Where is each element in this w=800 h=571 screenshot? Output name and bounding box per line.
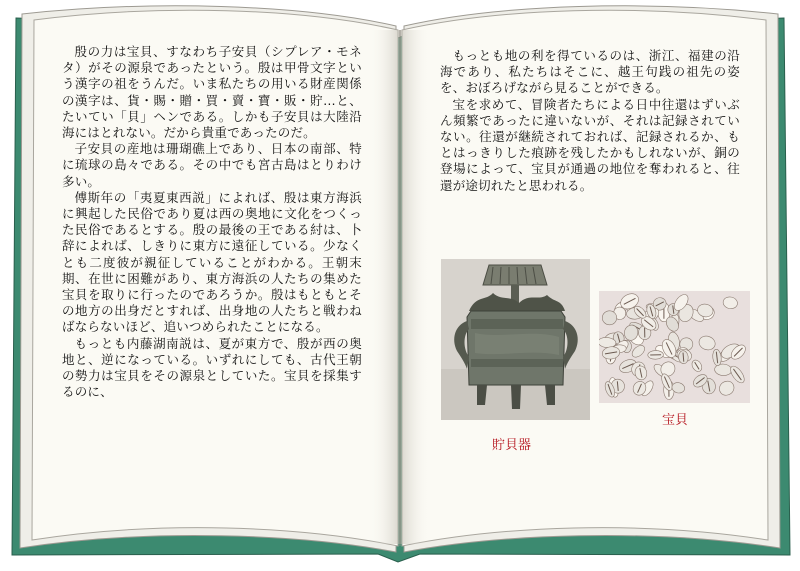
cowrie-shells-photo <box>599 291 750 403</box>
left-paragraph: 傅斯年の「夷夏東西説」によれば、殷は東方海浜に興起した民俗であり夏は西の奥地に文化をつくった民俗であるとする。殷の最後の王である紂は、卜辞によれば、しきりに東方に遠征している。少なくとも二度彼が親征していることがわかる。王朝末期、在世に困難があり、東方海浜の人たちの集めた宝貝を取りに行ったのであろうか。殷はもともとその地方の出身だとすれば、出身地の人たちと戦わねばならないほど、追いつめられたことになる。 <box>62 189 362 335</box>
gutter-shadow-right <box>400 30 430 544</box>
bronze-vessel-illustration <box>441 259 590 420</box>
cowrie-shell <box>648 350 664 359</box>
bronze-vessel-photo <box>441 259 590 420</box>
gutter-shadow-left <box>370 30 400 544</box>
right-paragraph: もっとも地の利を得ているのは、浙江、福建の沿海であり、私たちはそこに、越王句践の祖先の姿を、おぼろげながら見ることができる。 <box>440 48 740 96</box>
cowrie-caption: 宝貝 <box>662 413 689 428</box>
left-page-text <box>62 44 362 400</box>
right-paragraph: 宝を求めて、冒険者たちによる日中往還はずいぶん頻繁であったに違いないが、それは記録されていない。往還が継続されておれば、記録されるか、もとはっきりした痕跡を残したかもしれないが、銅の登場によって、宝貝が通過の地位を奪われると、往還が途切れたと思われる。 <box>440 96 740 193</box>
right-page-text <box>440 48 740 194</box>
left-paragraph: もっとも内藤湖南説は、夏が東方で、殷が西の奥地と、逆になっている。いずれにしても、古代王朝の勢力は宝貝をその源泉としていた。宝貝を採集するのに、 <box>62 335 362 400</box>
left-paragraph: 殷の力は宝貝、すなわち子安貝（シプレア・モネタ）がその源泉であったという。殷は甲骨文字という漢字の祖をうんだ。いま私たちの用いる財産関係の漢字は、貨・賜・贈・買・賣・寶・販・貯…と、たいてい「貝」ヘンである。しかも子安貝は大陸沿海にはとれない。だから貴重であったのだ。 <box>62 44 362 141</box>
cowrie-shell <box>602 310 617 325</box>
left-paragraph: 子安貝の産地は珊瑚礁上であり、日本の南部、特に琉球の島々である。その中でも宮古島はとりわけ多い。 <box>62 141 362 189</box>
cowrie-shells-illustration <box>599 291 750 403</box>
vessel-caption: 貯貝器 <box>492 438 532 453</box>
